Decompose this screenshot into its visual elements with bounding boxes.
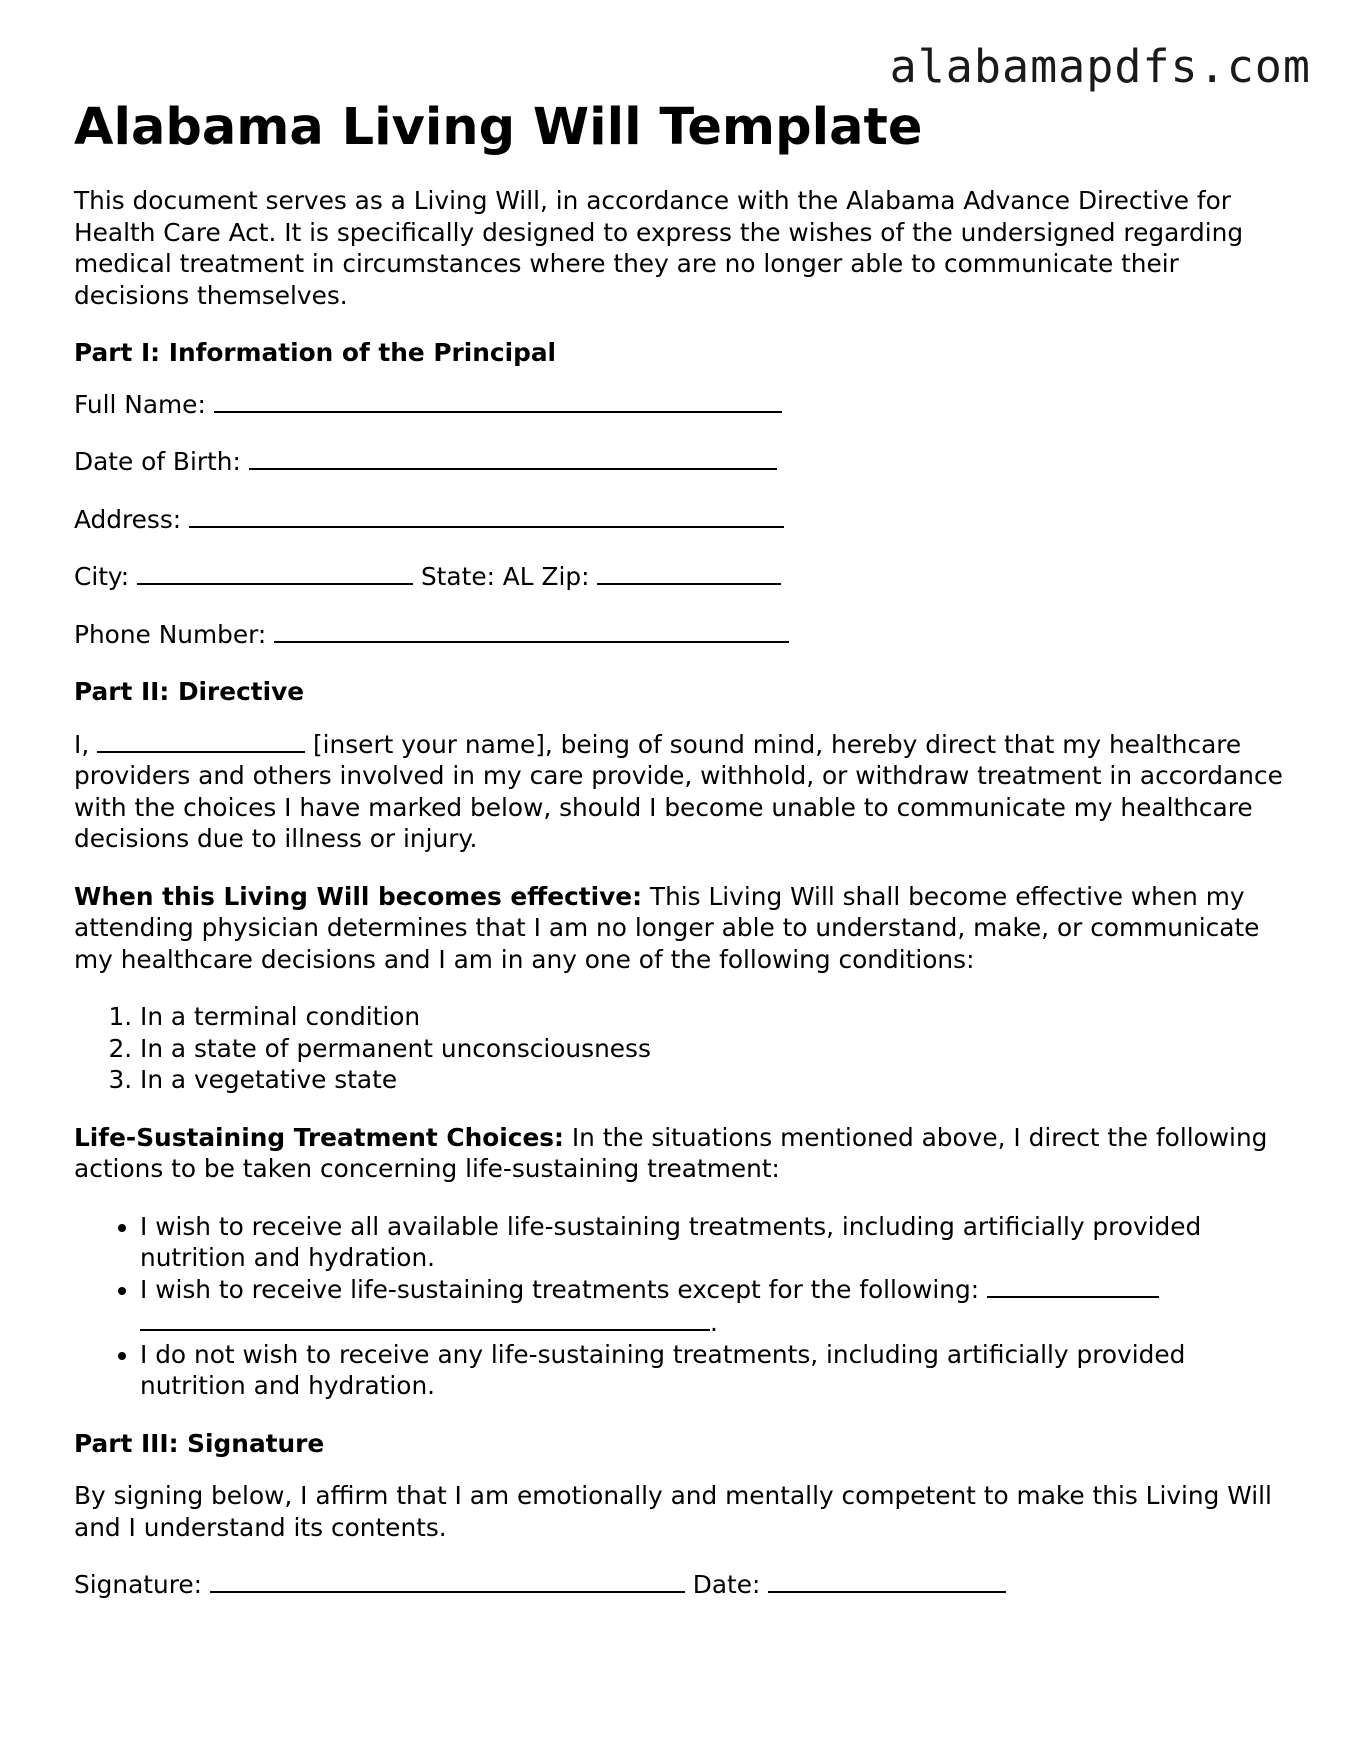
exceptions-field-b[interactable] (140, 1305, 710, 1331)
part3-heading: Part III: Signature (74, 1428, 325, 1458)
choice-no-treatments[interactable] (140, 1339, 1294, 1402)
zip-field[interactable] (597, 561, 781, 585)
document-page (74, 94, 1294, 1601)
principal-name-field[interactable] (97, 729, 305, 753)
city-label: City: (74, 562, 130, 591)
city-state-zip-row (74, 561, 1294, 593)
directive-prefix: I, (74, 729, 90, 759)
city-field[interactable] (137, 561, 413, 585)
dob-field[interactable] (249, 446, 777, 470)
effective-label: When this Living Will becomes effective: (74, 881, 643, 911)
directive-paragraph (74, 729, 1294, 855)
condition-item: 1. In a terminal condition (140, 1001, 1294, 1033)
part2-heading: Part II: Directive (74, 677, 305, 706)
signature-row (74, 1569, 1294, 1601)
intro-paragraph: This document serves as a Living Will, in accordance with the Alabama Advance Directive for Health Care Act. It is specifically designed to express the wishes of the undersigned regarding medical treatment in circumstances where they are no longer able to communicate their decisions themselves. (74, 186, 1244, 310)
address-label: Address: (74, 504, 182, 534)
phone-field[interactable] (274, 619, 789, 643)
treatment-choices-list (74, 1211, 1294, 1402)
phone-row (74, 619, 1294, 651)
exceptions-field-a[interactable] (987, 1274, 1159, 1298)
conditions-list (74, 1001, 1294, 1096)
choices-label: Life-Sustaining Treatment Choices: (74, 1122, 564, 1152)
choice-all-treatments-text: I wish to receive all available life-sustaining treatments, including artificially provided nutrition and hydration. (140, 1211, 1202, 1272)
site-watermark: alabamapdfs.com (889, 40, 1311, 93)
full-name-field[interactable] (214, 389, 782, 413)
directive-text: [insert your name], being of sound mind, hereby direct that my healthcare providers and others involved in my care provide, withhold, or withdraw treatment in accordance with the choices I have marked below, should I become unable to communicate my healthcare decisions due to illness or injury. (74, 729, 1283, 853)
document-title: Alabama Living Will Template (74, 98, 923, 157)
full-name-label: Full Name: (74, 389, 206, 419)
date-label: Date: (692, 1570, 761, 1599)
dob-row (74, 446, 1294, 478)
signature-label: Signature: (74, 1570, 202, 1599)
condition-item: 2. In a state of permanent unconsciousness (140, 1033, 1294, 1065)
choice-all-treatments[interactable] (140, 1211, 1294, 1274)
condition-item: 3. In a vegetative state (140, 1064, 1294, 1096)
choices-text: In the situations mentioned above, I direct the following actions to be taken concerning life-sustaining treatment: (74, 1122, 1268, 1183)
state-zip-label: State: AL Zip: (420, 562, 590, 591)
effective-text: This Living Will shall become effective when my attending physician determines that I am no longer able to understand, make, or communicate my healthcare decisions and I am in any one of the following conditions: (74, 881, 1260, 974)
dob-label: Date of Birth: (74, 447, 241, 476)
full-name-row (74, 389, 1294, 421)
choice-no-treatments-text: I do not wish to receive any life-sustaining treatments, including artificially provided nutrition and hydration. (140, 1339, 1186, 1400)
choice-except-treatments-text: I wish to receive life-sustaining treatments except for the following: (140, 1274, 980, 1304)
effective-paragraph (74, 881, 1294, 976)
part1-heading: Part I: Information of the Principal (74, 338, 557, 367)
date-field[interactable] (768, 1569, 1006, 1593)
choices-paragraph (74, 1122, 1294, 1185)
choice-except-treatments[interactable]: • I wish to receive life-sustaining treatments except for the following: . (140, 1274, 1294, 1339)
affirm-paragraph: By signing below, I affirm that I am emotionally and mentally competent to make this Living Will and I understand its contents. (74, 1481, 1272, 1542)
address-row (74, 504, 1294, 536)
signature-field[interactable] (210, 1569, 685, 1593)
address-field[interactable] (189, 504, 784, 528)
phone-label: Phone Number: (74, 619, 267, 649)
